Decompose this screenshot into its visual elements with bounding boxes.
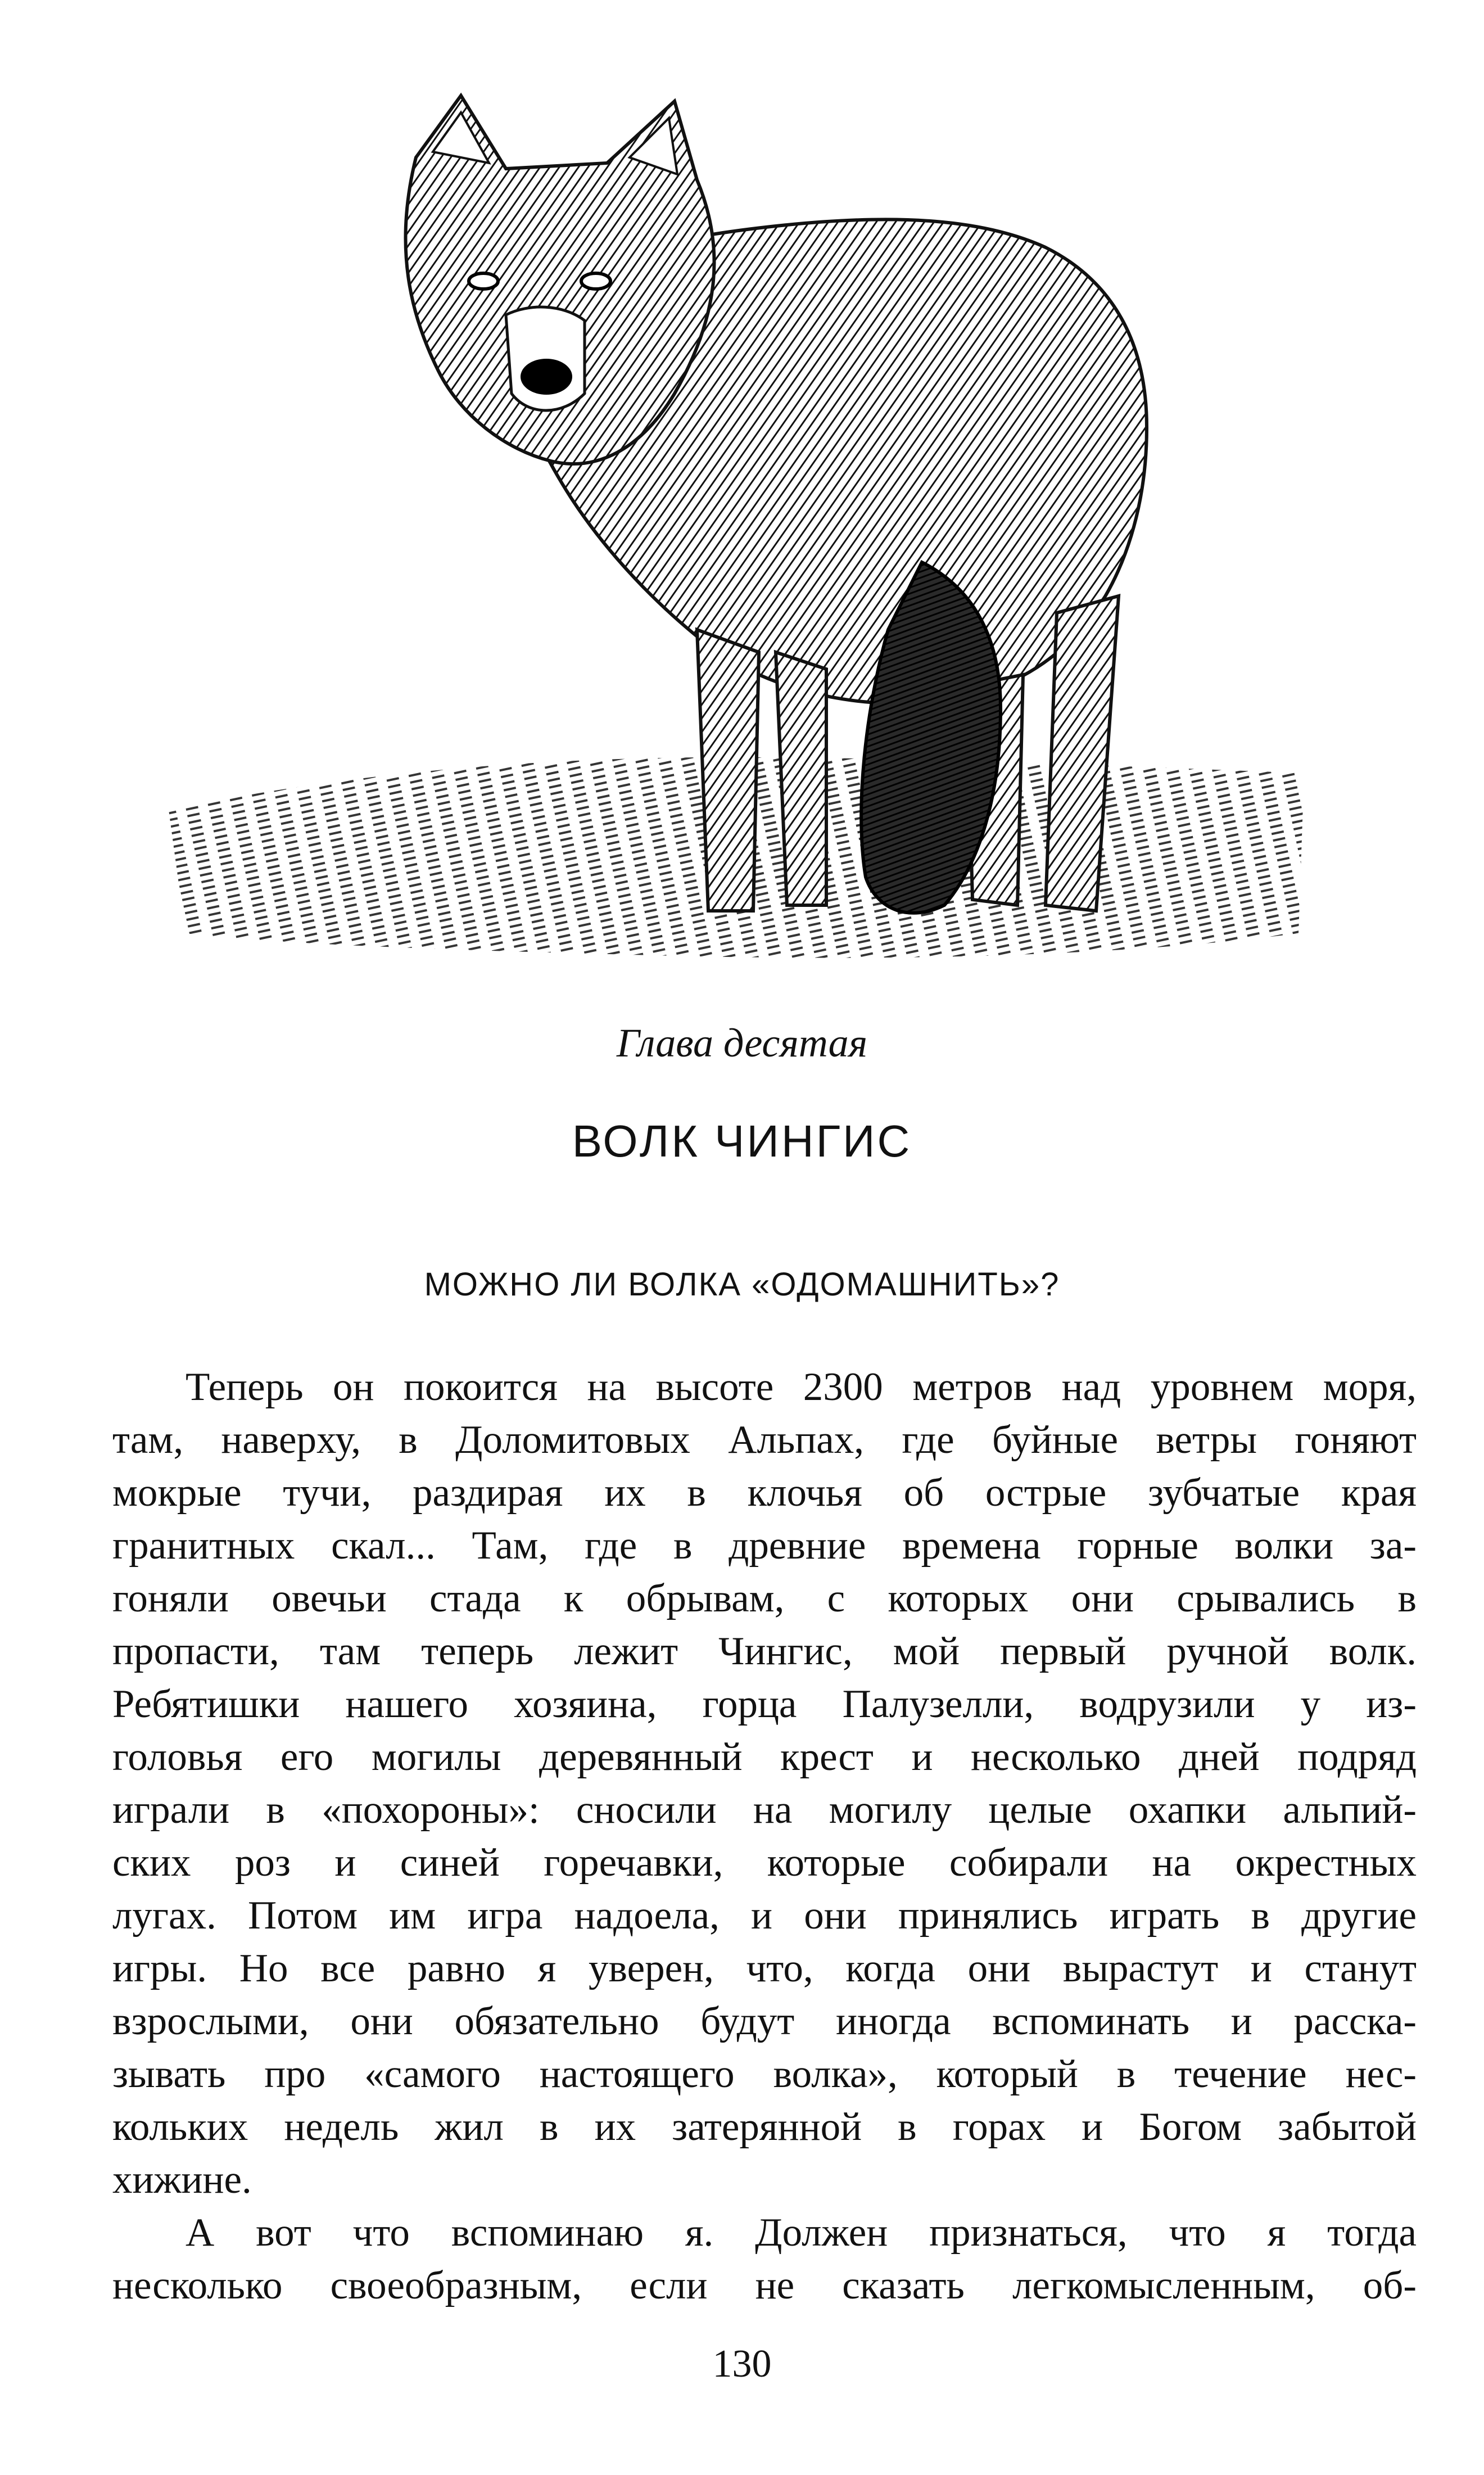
text-line: игры. Но все равно я уверен, что, когда они вырастут и станут xyxy=(112,1946,1417,1990)
text-line: Теперь он покоится на высоте 2300 метров над уровнем моря, xyxy=(186,1365,1417,1409)
text-line: А вот что вспоминаю я. Должен признаться, что я тогда xyxy=(186,2211,1417,2255)
chapter-label: Глава десятая xyxy=(616,1020,868,1065)
text-line: пропасти, там теперь лежит Чингис, мой первый ручной волк. xyxy=(112,1629,1417,1673)
text-line: хижине. xyxy=(112,2158,252,2202)
page-number: 130 xyxy=(712,2342,772,2386)
chapter-title: ВОЛК ЧИНГИС xyxy=(572,1116,912,1166)
text-line: Ребятишки нашего хозяина, горца Палузелли, водрузили у из- xyxy=(112,1682,1417,1726)
text-line: головья его могилы деревянный крест и несколько дней подряд xyxy=(112,1735,1417,1779)
text-line: взрослыми, они обязательно будут иногда вспоминать и расска- xyxy=(112,1999,1417,2043)
text-line: ских роз и синей горечавки, которые собирали на окрестных xyxy=(112,1841,1417,1885)
text-line: кольких недель жил в их затерянной в горах и Богом забытой xyxy=(112,2105,1417,2149)
text-line: гоняли овечьи стада к обрывам, с которых они срывались в xyxy=(112,1577,1417,1620)
text-line: мокрые тучи, раздирая их в клочья об острые зубчатые края xyxy=(112,1471,1417,1515)
text-line: гранитных скал... Там, где в древние времена горные волки за- xyxy=(112,1524,1417,1568)
section-title: МОЖНО ЛИ ВОЛКА «ОДОМАШНИТЬ»? xyxy=(424,1266,1060,1303)
text-line: зывать про «самого настоящего волка», который в течение нес- xyxy=(112,2052,1417,2096)
text-line: играли в «похороны»: сносили на могилу целые охапки альпий- xyxy=(112,1788,1417,1832)
text-line: лугах. Потом им игра надоела, и они принялись играть в другие xyxy=(112,1894,1417,1937)
text-line: там, наверху, в Доломитовых Альпах, где буйные ветры гоняют xyxy=(112,1418,1417,1462)
body-text xyxy=(112,1361,1417,2312)
wolf-illustration xyxy=(169,79,1304,967)
text-line: несколько своеобразным, если не сказать легкомысленным, об- xyxy=(112,2264,1417,2307)
